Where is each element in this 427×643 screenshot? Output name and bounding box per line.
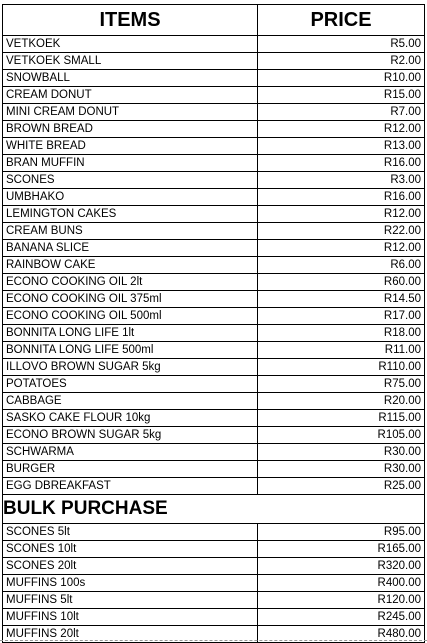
table-row bbox=[2, 393, 425, 410]
item-price-cell: R12.00 bbox=[258, 240, 425, 256]
item-price-cell: R30.00 bbox=[258, 461, 425, 477]
item-price-cell: R75.00 bbox=[258, 376, 425, 392]
item-name-cell: EGG DBREAKFAST bbox=[2, 478, 258, 494]
item-price-cell: R30.00 bbox=[258, 444, 425, 460]
item-price-cell: R13.00 bbox=[258, 138, 425, 154]
table-row bbox=[2, 172, 425, 189]
table-row bbox=[2, 541, 425, 558]
bulk-table-body bbox=[2, 524, 425, 643]
item-name-cell: UMBHAKO bbox=[2, 189, 258, 205]
item-name-cell: MUFFINS 100s bbox=[2, 575, 258, 591]
item-name-cell: ECONO COOKING OIL 375ml bbox=[2, 291, 258, 307]
item-name-cell: ECONO BROWN SUGAR 5kg bbox=[2, 427, 258, 443]
item-price-cell: R6.00 bbox=[258, 257, 425, 273]
table-row bbox=[2, 461, 425, 478]
table-row bbox=[2, 189, 425, 206]
item-price-cell: R95.00 bbox=[258, 524, 425, 540]
item-name-cell: SASKO CAKE FLOUR 10kg bbox=[2, 410, 258, 426]
item-name-cell: LEMINGTON CAKES bbox=[2, 206, 258, 222]
table-row bbox=[2, 223, 425, 240]
item-name-cell: ILLOVO BROWN SUGAR 5kg bbox=[2, 359, 258, 375]
table-row bbox=[2, 575, 425, 592]
item-name-cell: SCONES 10lt bbox=[2, 541, 258, 557]
table-row bbox=[2, 427, 425, 444]
item-price-cell: R18.00 bbox=[258, 325, 425, 341]
table-row bbox=[2, 592, 425, 609]
table-row bbox=[2, 524, 425, 541]
table-row bbox=[2, 70, 425, 87]
item-price-cell: R10.00 bbox=[258, 70, 425, 86]
table-row bbox=[2, 376, 425, 393]
table-row bbox=[2, 410, 425, 427]
table-row bbox=[2, 121, 425, 138]
item-price-cell: R120.00 bbox=[258, 592, 425, 608]
item-name-cell: ECONO COOKING OIL 2lt bbox=[2, 274, 258, 290]
item-name-cell: BRAN MUFFIN bbox=[2, 155, 258, 171]
item-price-cell: R320.00 bbox=[258, 558, 425, 574]
price-list-sheet bbox=[2, 4, 425, 643]
table-row bbox=[2, 138, 425, 155]
item-name-cell: SCONES 20lt bbox=[2, 558, 258, 574]
table-row bbox=[2, 240, 425, 257]
item-price-cell: R5.00 bbox=[258, 36, 425, 52]
item-name-cell: SNOWBALL bbox=[2, 70, 258, 86]
price-column-header: PRICE bbox=[258, 5, 425, 35]
item-price-cell: R11.00 bbox=[258, 342, 425, 358]
item-name-cell: BURGER bbox=[2, 461, 258, 477]
item-name-cell: CABBAGE bbox=[2, 393, 258, 409]
item-name-cell: WHITE BREAD bbox=[2, 138, 258, 154]
item-price-cell: R25.00 bbox=[258, 478, 425, 494]
item-price-cell: R165.00 bbox=[258, 541, 425, 557]
item-price-cell: R17.00 bbox=[258, 308, 425, 324]
item-name-cell: ECONO COOKING OIL 500ml bbox=[2, 308, 258, 324]
item-name-cell: VETKOEK bbox=[2, 36, 258, 52]
table-row bbox=[2, 444, 425, 461]
item-name-cell: RAINBOW CAKE bbox=[2, 257, 258, 273]
table-row bbox=[2, 53, 425, 70]
header-row bbox=[2, 4, 425, 36]
table-row bbox=[2, 104, 425, 121]
table-row bbox=[2, 325, 425, 342]
item-name-cell: BONNITA LONG LIFE 500ml bbox=[2, 342, 258, 358]
item-price-cell: R3.00 bbox=[258, 172, 425, 188]
item-name-cell: CREAM BUNS bbox=[2, 223, 258, 239]
item-name-cell: VETKOEK SMALL bbox=[2, 53, 258, 69]
table-row bbox=[2, 308, 425, 325]
page-break-line bbox=[0, 640, 427, 641]
item-name-cell: SCONES 5lt bbox=[2, 524, 258, 540]
table-row bbox=[2, 274, 425, 291]
table-row bbox=[2, 36, 425, 53]
item-price-cell: R400.00 bbox=[258, 575, 425, 591]
item-price-cell: R16.00 bbox=[258, 189, 425, 205]
table-row bbox=[2, 257, 425, 274]
table-row bbox=[2, 558, 425, 575]
item-name-cell: CREAM DONUT bbox=[2, 87, 258, 103]
item-price-cell: R15.00 bbox=[258, 87, 425, 103]
item-name-cell: MUFFINS 20lt bbox=[2, 626, 258, 642]
item-price-cell: R7.00 bbox=[258, 104, 425, 120]
item-price-cell: R16.00 bbox=[258, 155, 425, 171]
item-price-cell: R2.00 bbox=[258, 53, 425, 69]
item-price-cell: R60.00 bbox=[258, 274, 425, 290]
table-row bbox=[2, 155, 425, 172]
items-table-body bbox=[2, 36, 425, 495]
item-price-cell: R22.00 bbox=[258, 223, 425, 239]
table-row bbox=[2, 87, 425, 104]
item-name-cell: POTATOES bbox=[2, 376, 258, 392]
item-name-cell: BROWN BREAD bbox=[2, 121, 258, 137]
item-price-cell: R480.00 bbox=[258, 626, 425, 642]
item-name-cell: MUFFINS 5lt bbox=[2, 592, 258, 608]
item-price-cell: R245.00 bbox=[258, 609, 425, 625]
items-column-header: ITEMS bbox=[2, 5, 258, 35]
item-price-cell: R105.00 bbox=[258, 427, 425, 443]
item-name-cell: BANANA SLICE bbox=[2, 240, 258, 256]
bulk-purchase-heading: BULK PURCHASE bbox=[2, 495, 425, 524]
table-row bbox=[2, 206, 425, 223]
item-price-cell: R110.00 bbox=[258, 359, 425, 375]
item-price-cell: R12.00 bbox=[258, 121, 425, 137]
item-name-cell: SCHWARMA bbox=[2, 444, 258, 460]
table-row bbox=[2, 342, 425, 359]
table-row bbox=[2, 609, 425, 626]
item-price-cell: R14.50 bbox=[258, 291, 425, 307]
item-price-cell: R12.00 bbox=[258, 206, 425, 222]
item-price-cell: R20.00 bbox=[258, 393, 425, 409]
item-name-cell: BONNITA LONG LIFE 1lt bbox=[2, 325, 258, 341]
item-name-cell: MINI CREAM DONUT bbox=[2, 104, 258, 120]
table-row bbox=[2, 478, 425, 495]
item-price-cell: R115.00 bbox=[258, 410, 425, 426]
table-row bbox=[2, 359, 425, 376]
table-row bbox=[2, 291, 425, 308]
item-name-cell: MUFFINS 10lt bbox=[2, 609, 258, 625]
item-name-cell: SCONES bbox=[2, 172, 258, 188]
